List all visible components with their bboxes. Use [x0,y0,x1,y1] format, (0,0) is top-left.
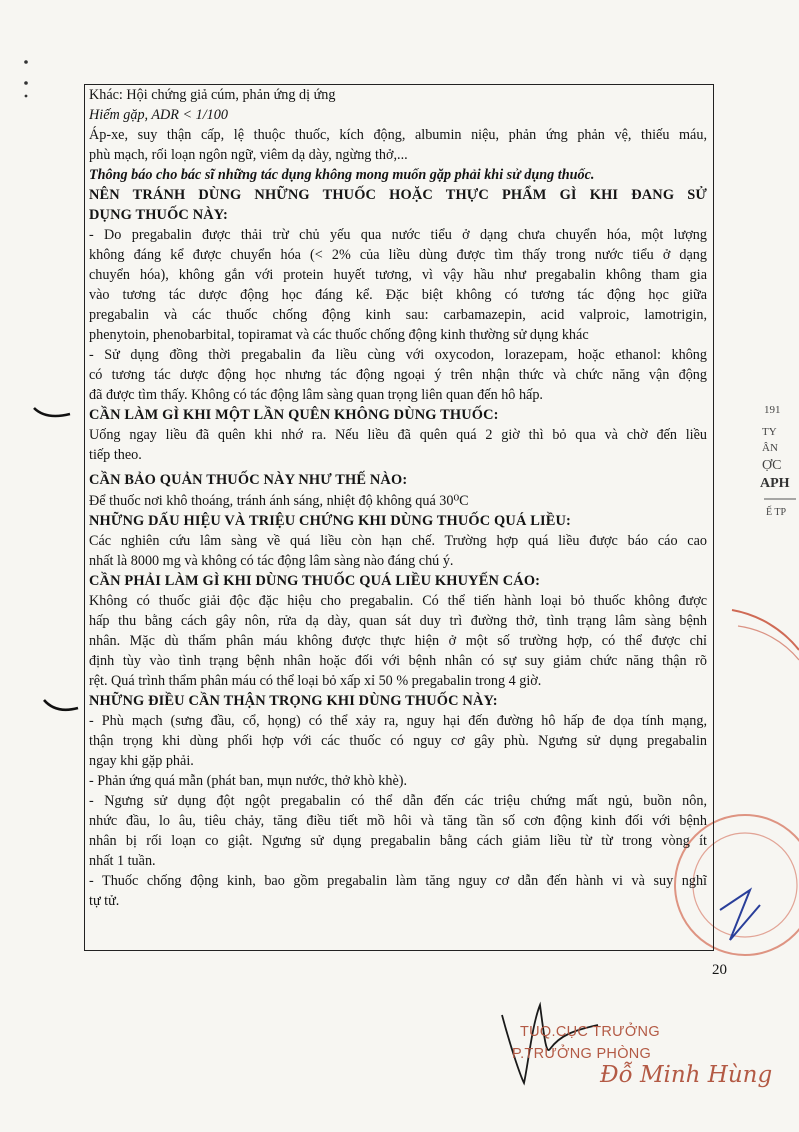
text-line: pregabalin và các thuốc chống động kinh sau: carbamazepin, acid valproic, lamotrigin, [89,307,707,323]
section-heading: NHỮNG ĐIỀU CẦN THẬN TRỌNG KHI DÙNG THUỐC NÀY: [89,692,498,709]
svg-text:TY: TY [762,426,777,438]
text-line: phù mạch, rối loạn ngôn ngữ, viêm dạ dày, ngừng thở,... [89,147,408,163]
text-line: - Sử dụng đồng thời pregabalin đa liều cùng với oxycodon, lorazepam, hoặc ethanol: không [89,347,707,363]
svg-text:APH: APH [760,476,790,491]
signature-scribble [480,985,600,1095]
text-line: Không có thuốc giải độc đặc hiệu cho pregabalin. Có thể tiến hành loại bỏ thuốc không được [89,592,707,609]
text-line: không đáng kể được chuyển hóa (< 2% của liều dùng được tìm thấy trong nước tiểu ở dạng [89,247,707,263]
text-line: - Phản ứng quá mẫn (phát ban, mụn nước, thở khò khè). [89,772,408,789]
text-line: chuyển hóa), không gắn với protein huyết tương, vì vậy hầu như pregabalin không tham gia [89,267,707,283]
text-line: nhân bị rối loạn co giật. Ngưng sử dụng pregabalin bằng cách giảm liều từ từ trong vòng ít [89,832,707,849]
text-line: Uống ngay liều đã quên khi nhớ ra. Nếu liều đã quên quá 2 giờ thì bỏ qua và chờ đến liều [89,427,707,443]
text-line: Áp-xe, suy thận cấp, lệ thuộc thuốc, kích động, albumin niệu, phản ứng phản vệ, thiếu máu, [89,127,707,143]
seal-arc-top [732,610,799,650]
document-body [84,84,714,951]
punch-dot-2 [24,81,28,85]
section-heading: CẦN PHẢI LÀM GÌ KHI DÙNG THUỐC QUÁ LIỀU KHUYẾN CÁO: [89,572,541,589]
text-line: đã được tìm thấy. Không có tác động lâm sàng quan trọng liên quan đến hô hấp. [89,387,543,403]
text-line: ngay khi gặp phải. [89,752,194,769]
svg-text:191: 191 [764,404,781,416]
text-line: nhất là 8000 mg và không có tác động lâm sàng nào đáng chú ý. [89,552,454,569]
notice-line: Thông báo cho bác sĩ những tác dụng không mong muốn gặp phải khi sử dụng thuốc. [89,167,595,183]
text-line: thận trọng khi dùng phối hợp với các thuốc có nguy cơ gây phù. Ngưng sử dụng pregabalin [89,732,707,749]
text-line: - Ngưng sử dụng đột ngột pregabalin có thể dẫn đến các triệu chứng mất ngủ, buồn nôn, [89,792,707,809]
text-line: có tương tác dược động học nhưng tác động ngoại ý trên nhận thức và chức năng vận động [89,367,707,383]
text-line: nhức đầu, lo âu, tiêu chảy, tăng điều tiết mồ hôi và tăng tần số cơn động kinh đối với bệnh [89,812,707,829]
svg-text:ỢC: ỢC [762,458,782,473]
seal-scribble [720,890,760,940]
text-line: hấp thu bằng cách gây nôn, rửa dạ dày, quan sát duy trì đường thở, tình trạng lâm sàng bệnh [89,612,707,629]
svg-text:Ế TP: Ế TP [766,507,787,518]
text-line: Khác: Hội chứng giả cúm, phản ứng dị ứng [89,87,336,103]
text-line: phenytoin, phenobarbital, topiramat và các thuốc chống động kinh thường sử dụng khác [89,327,589,343]
rare-adr-heading: Hiếm gặp, ADR < 1/100 [89,107,228,123]
section-heading: CẦN BẢO QUẢN THUỐC NÀY NHƯ THẾ NÀO: [89,472,408,488]
punch-arc-1 [34,408,70,416]
text-line: - Phù mạch (sưng đầu, cổ, họng) có thể xảy ra, nguy hại đến đường hô hấp đe dọa tính mạng, [89,712,707,729]
section-heading: CẦN LÀM GÌ KHI MỘT LẦN QUÊN KHÔNG DÙNG THUỐC: [89,407,499,423]
signature-name: Đỗ Minh Hùng [600,1062,773,1088]
text-line: Để thuốc nơi khô thoáng, tránh ánh sáng, nhiệt độ không quá 30⁰C [89,492,469,509]
seal-arc-top-inner [738,626,799,660]
signature-title-2: P.TRƯỞNG PHÒNG [512,1046,652,1062]
text-line: Các nghiên cứu lâm sàng về quá liều còn hạn chế. Trường hợp quá liều được báo cáo cao [89,532,707,549]
svg-text:ÂN: ÂN [762,442,778,454]
stamp-fragment-right [760,395,799,525]
text-line: - Thuốc chống động kinh, bao gồm pregabalin làm tăng nguy cơ dẫn đến hành vi và suy nghĩ [89,872,707,889]
text-line: rệt. Quá trình thẩm phân máu có thể loại bỏ xấp xỉ 50 % pregabalin trong 4 giờ. [89,672,542,689]
signature-title-1: TUQ.CỤC TRƯỞNG [520,1024,660,1040]
text-line: - Do pregabalin được thải trừ chủ yếu qua nước tiểu ở dạng chưa chuyển hóa, một lượng [89,227,707,243]
text-line: vào tương tác dược động học đáng kể. Đặc biệt không có tương tác động học giữa [89,287,707,303]
text-line: nhân. Mặc dù thẩm phân máu không được thực hiện ở một số trường hợp, có thể được chỉ [89,632,707,649]
section-heading: DỤNG THUỐC NÀY: [89,207,228,223]
punch-dot-1 [24,60,28,64]
section-heading: NÊN TRÁNH DÙNG NHỮNG THUỐC HOẶC THỰC PHẨM GÌ KHI ĐANG SỬ [89,187,707,203]
punch-dot-3 [25,95,28,98]
text-line: tiếp theo. [89,447,142,463]
text-line: tự tử. [89,892,120,909]
text-line: nhất 1 tuần. [89,852,156,869]
section-heading: NHỮNG DẤU HIỆU VÀ TRIỆU CHỨNG KHI DÙNG THUỐC QUÁ LIỀU: [89,512,571,529]
page-number: 20 [712,962,727,978]
punch-marks [0,0,90,740]
punch-arc-2 [44,700,78,710]
text-line: định tùy vào tình trạng bệnh nhân hoặc đối với bệnh nhân có sự suy giảm chức năng thận rõ [89,652,707,669]
